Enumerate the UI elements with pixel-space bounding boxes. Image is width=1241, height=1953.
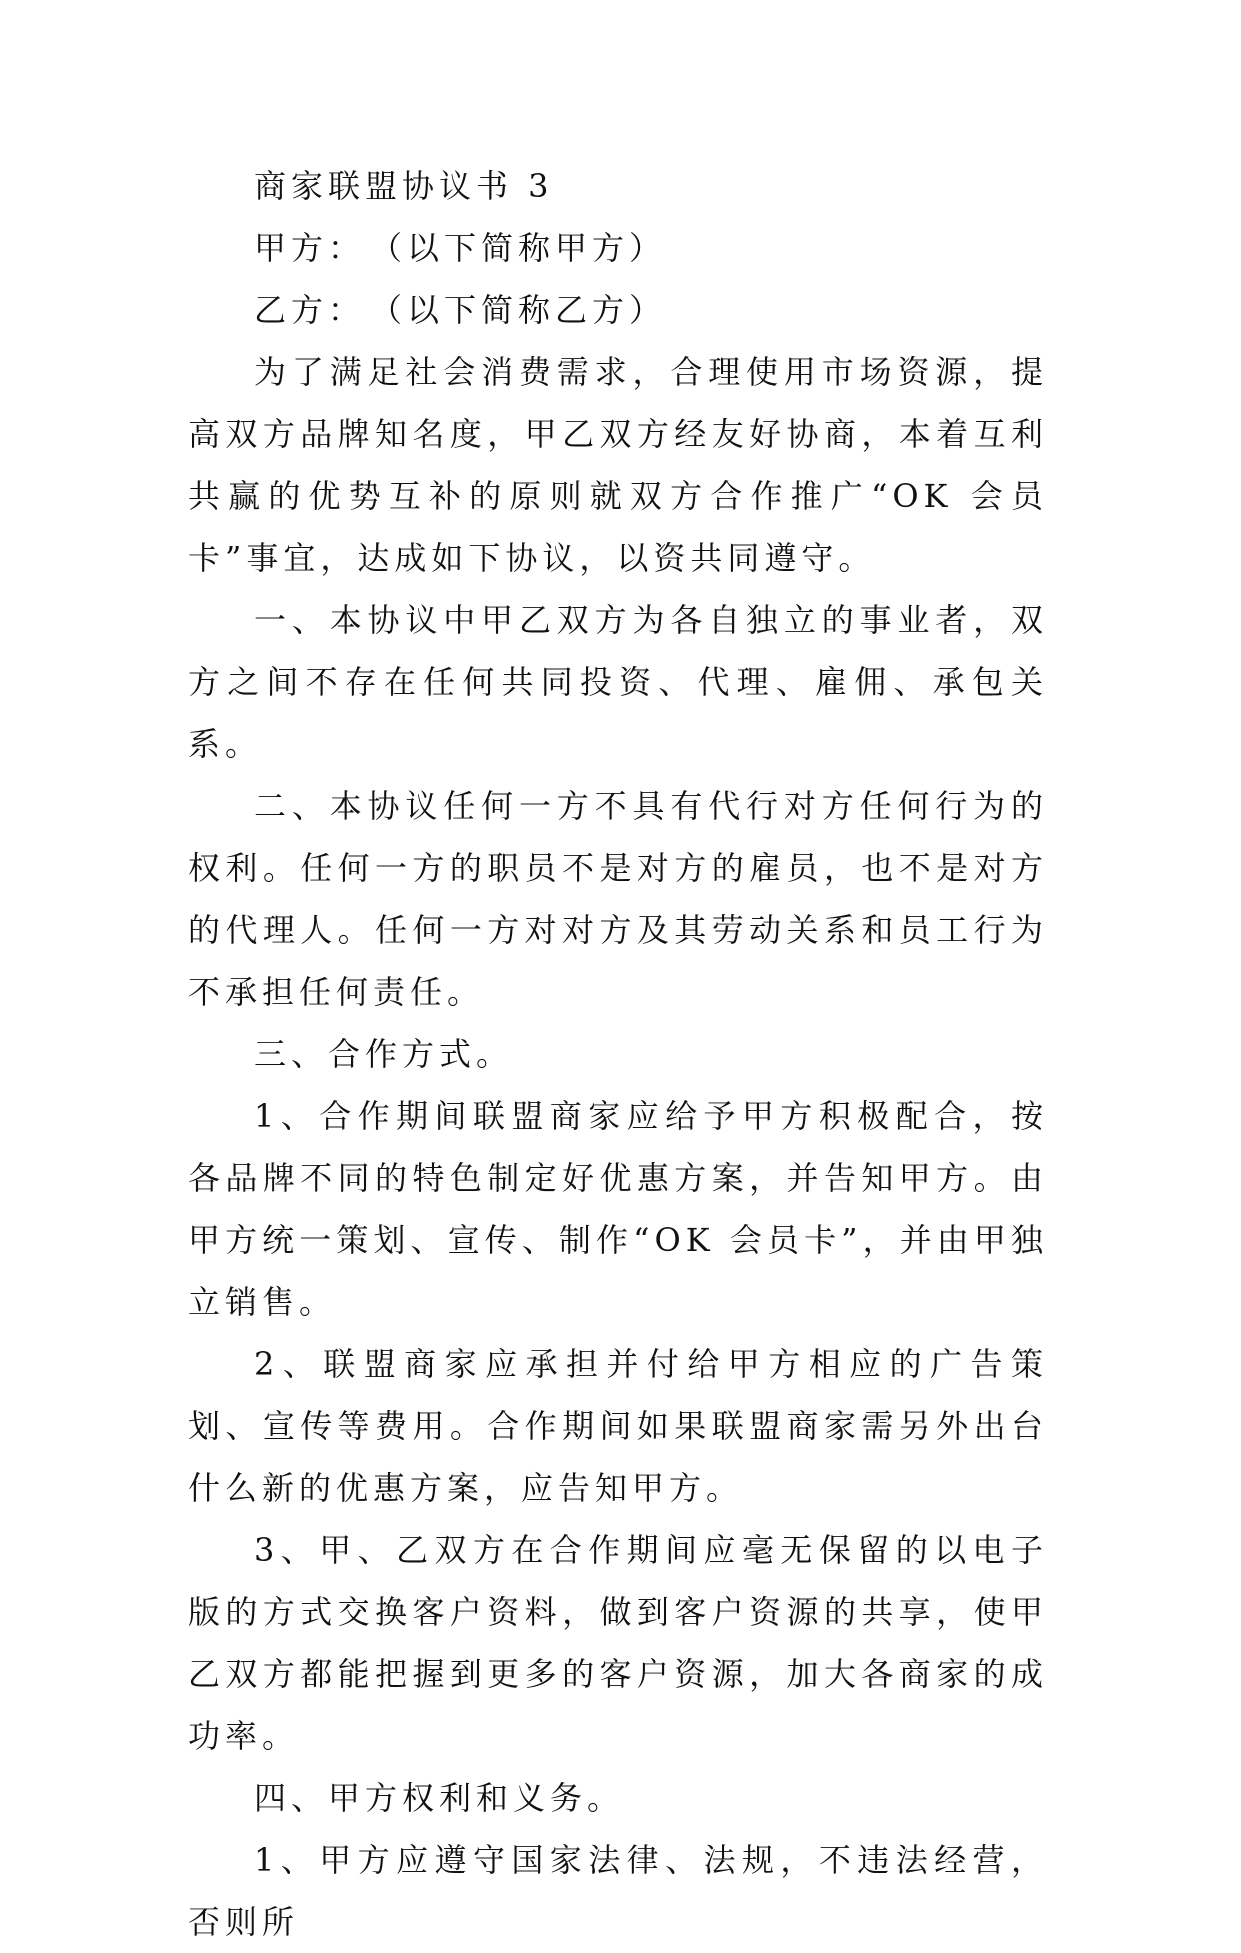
- paragraph-clause-1: 一、本协议中甲乙双方为各自独立的事业者，双方之间不存在任何共同投资、代理、雇佣、承包关系。: [188, 601, 1048, 763]
- paragraph-preamble: 为了满足社会消费需求，合理使用市场资源，提高双方品牌知名度，甲乙双方经友好协商，本着互利共赢的优势互补的原则就双方合作推广“OK 会员卡”事宜，达成如下协议，以资共同遵守。: [188, 353, 1048, 577]
- party-a-line: 甲方： （以下简称甲方）: [254, 229, 667, 267]
- section-heading-cooperation: 三、合作方式。: [254, 1035, 514, 1073]
- paragraph-cooperation-1: 1、合作期间联盟商家应给予甲方积极配合，按各品牌不同的特色制定好优惠方案，并告知甲方。由甲方统一策划、宣传、制作“OK 会员卡”，并由甲独立销售。: [188, 1097, 1048, 1321]
- paragraph-cooperation-3: 3、甲、乙双方在合作期间应毫无保留的以电子版的方式交换客户资料，做到客户资源的共享，使甲乙双方都能把握到更多的客户资源，加大各商家的成功率。: [188, 1531, 1048, 1755]
- paragraph-party-a-rights-1: 1、甲方应遵守国家法律、法规，不违法经营，否则所: [188, 1841, 1048, 1941]
- paragraph-clause-2: 二、本协议任何一方不具有代行对方任何行为的权利。任何一方的职员不是对方的雇员，也不是对方的代理人。任何一方对对方及其劳动关系和员工行为不承担任何责任。: [188, 787, 1048, 1011]
- document-title: 商家联盟协议书 3: [254, 167, 554, 205]
- document-body: [188, 155, 1048, 1953]
- party-b-line: 乙方： （以下简称乙方）: [254, 291, 667, 329]
- section-heading-party-a-rights: 四、甲方权利和义务。: [254, 1779, 625, 1817]
- paragraph-cooperation-2: 2、联盟商家应承担并付给甲方相应的广告策划、宣传等费用。合作期间如果联盟商家需另外出台什么新的优惠方案，应告知甲方。: [188, 1345, 1048, 1507]
